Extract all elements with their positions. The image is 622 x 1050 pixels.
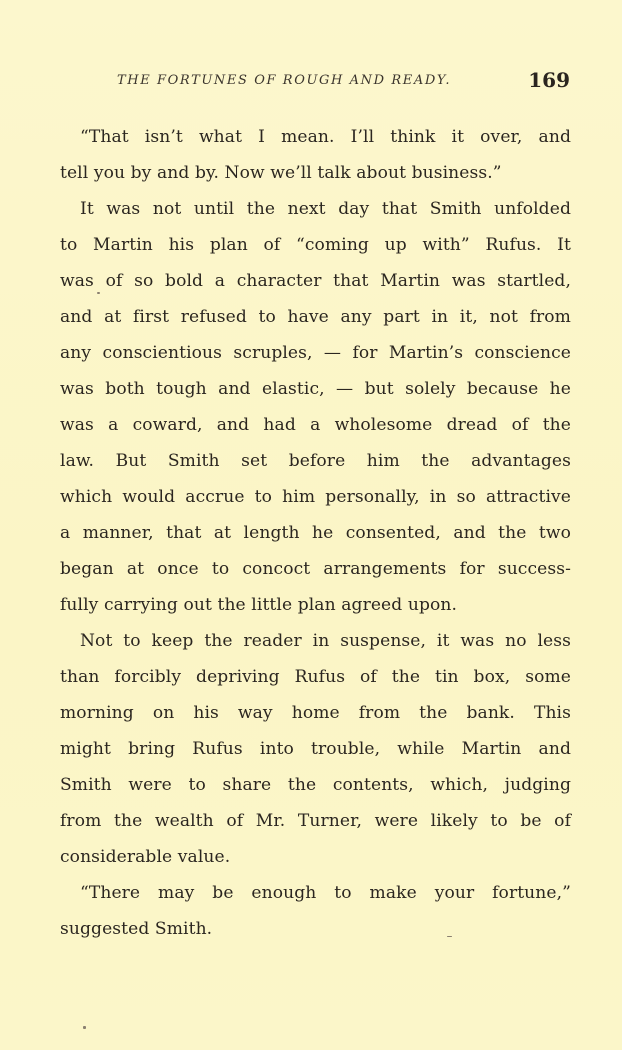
text-line: a manner, that at length he consented, and the two (60, 523, 571, 543)
text-line: “There may be enough to make your fortune,” (80, 883, 571, 903)
text-line: law. But Smith set before him the advantages (60, 451, 571, 471)
print-speck (83, 1026, 86, 1029)
page-number: 169 (528, 68, 570, 92)
running-title: THE FORTUNES OF ROUGH AND READY. (117, 73, 452, 88)
text-line: tell you by and by. Now we’ll talk about business.” (60, 163, 502, 183)
text-line: might bring Rufus into trouble, while Martin and (60, 739, 571, 759)
text-line: which would accrue to him personally, in so attractive (60, 487, 571, 507)
text-line: suggested Smith. (60, 919, 213, 939)
text-line: It was not until the next day that Smith unfolded (80, 199, 571, 219)
text-line: than forcibly depriving Rufus of the tin box, some (60, 667, 571, 687)
print-speck (97, 292, 100, 294)
running-head (60, 68, 572, 96)
text-line: and at first refused to have any part in it, not from (60, 307, 571, 327)
text-line: Smith were to share the contents, which, judging (60, 775, 571, 795)
text-line: was a coward, and had a wholesome dread of the (60, 415, 571, 435)
text-line: began at once to concoct arrangements for success- (60, 559, 571, 579)
text-line: to Martin his plan of “coming up with” Rufus. It (60, 235, 571, 255)
text-line: was of so bold a character that Martin was startled, (60, 271, 571, 291)
body-text (60, 119, 571, 947)
text-line: from the wealth of Mr. Turner, were likely to be of (60, 811, 571, 831)
text-line: Not to keep the reader in suspense, it was no less (80, 631, 571, 651)
text-line: “That isn’t what I mean. I’ll think it over, and (80, 127, 571, 147)
print-speck (447, 936, 452, 937)
text-line: considerable value. (60, 847, 231, 867)
text-line: was both tough and elastic, — but solely because he (60, 379, 571, 399)
text-line: fully carrying out the little plan agreed upon. (60, 595, 458, 615)
text-line: morning on his way home from the bank. This (60, 703, 571, 723)
text-line: any conscientious scruples, — for Martin’s conscience (60, 343, 571, 363)
